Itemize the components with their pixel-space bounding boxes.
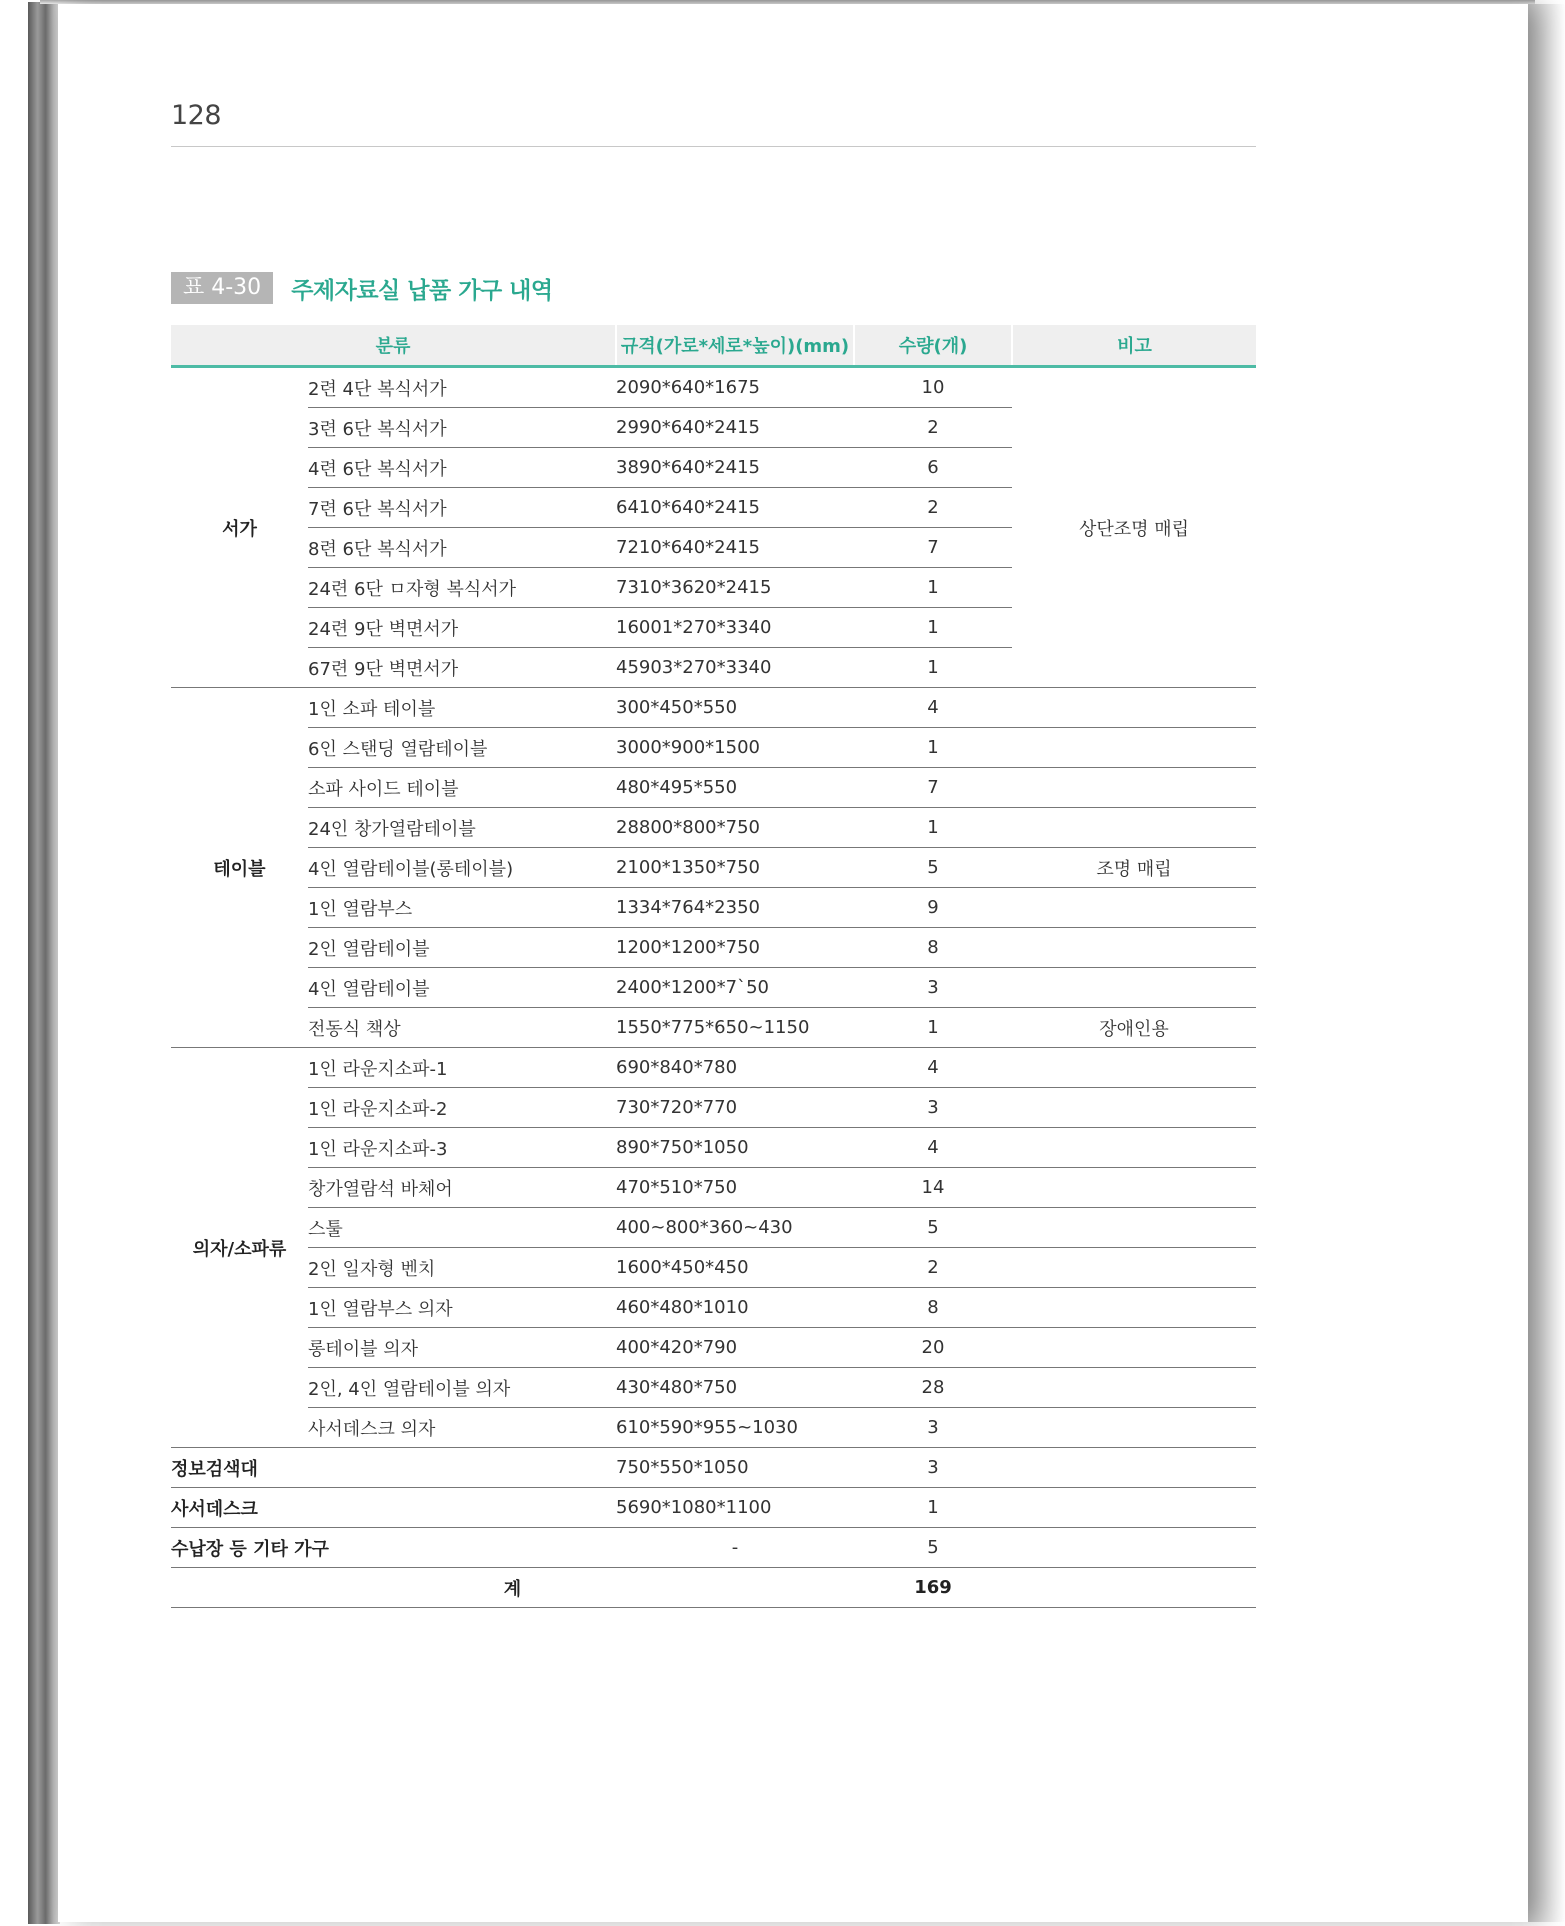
item-name-cell: 24련 6단 ㅁ자형 복식서가	[308, 568, 616, 608]
note-cell	[1012, 1488, 1256, 1528]
note-cell	[1012, 728, 1256, 768]
spec-cell: 3000*900*1500	[616, 728, 854, 768]
furniture-table	[171, 325, 1256, 1608]
qty-cell: 3	[854, 1408, 1012, 1448]
category-cell: 사서데스크	[171, 1488, 616, 1528]
item-name-cell: 전동식 책상	[308, 1008, 616, 1048]
qty-cell: 1	[854, 608, 1012, 648]
table-row	[171, 848, 1256, 888]
note-cell: 장애인용	[1012, 1008, 1256, 1048]
spec-cell: 480*495*550	[616, 768, 854, 808]
table-row	[171, 1448, 1256, 1488]
note-cell	[1012, 808, 1256, 848]
header-rule	[171, 146, 1256, 147]
header-qty: 수량(개)	[854, 325, 1012, 367]
table-row	[171, 1488, 1256, 1528]
total-qty: 169	[854, 1568, 1012, 1608]
category-cell: 수납장 등 기타 가구	[171, 1528, 616, 1568]
spec-cell: 7210*640*2415	[616, 528, 854, 568]
item-name-cell: 1인 열람부스	[308, 888, 616, 928]
qty-cell: 8	[854, 1288, 1012, 1328]
item-name-cell: 1인 열람부스 의자	[308, 1288, 616, 1328]
item-name-cell: 8련 6단 복식서가	[308, 528, 616, 568]
total-row	[171, 1568, 1256, 1608]
note-cell: 조명 매립	[1012, 848, 1256, 888]
table-row	[171, 768, 1256, 808]
table-header-row	[171, 325, 1256, 367]
table-row	[171, 1248, 1256, 1288]
note-cell: 상단조명 매립	[1012, 367, 1256, 688]
spec-cell: 1200*1200*750	[616, 928, 854, 968]
book-edge	[28, 2, 60, 1924]
note-cell	[1012, 688, 1256, 728]
item-name-cell: 24인 창가열람테이블	[308, 808, 616, 848]
table-row	[171, 367, 1256, 408]
spec-cell: 890*750*1050	[616, 1128, 854, 1168]
spec-cell: 460*480*1010	[616, 1288, 854, 1328]
spec-cell: 2990*640*2415	[616, 408, 854, 448]
note-cell	[1012, 1048, 1256, 1088]
item-name-cell: 사서데스크 의자	[308, 1408, 616, 1448]
spec-cell: 3890*640*2415	[616, 448, 854, 488]
qty-cell: 20	[854, 1328, 1012, 1368]
total-note-cell	[1012, 1568, 1256, 1608]
table-row	[171, 1288, 1256, 1328]
spec-cell: 1334*764*2350	[616, 888, 854, 928]
total-label: 계	[171, 1568, 854, 1608]
spec-cell: 610*590*955~1030	[616, 1408, 854, 1448]
item-name-cell: 2인 일자형 벤치	[308, 1248, 616, 1288]
qty-cell: 1	[854, 728, 1012, 768]
header-category: 분류	[171, 325, 616, 367]
item-name-cell: 1인 소파 테이블	[308, 688, 616, 728]
category-cell: 테이블	[171, 688, 308, 1048]
table-row	[171, 1368, 1256, 1408]
spec-cell: 7310*3620*2415	[616, 568, 854, 608]
table-row	[171, 1208, 1256, 1248]
spec-cell: 45903*270*3340	[616, 648, 854, 688]
spec-cell: 1600*450*450	[616, 1248, 854, 1288]
category-cell: 서가	[171, 367, 308, 688]
spec-cell: 2090*640*1675	[616, 367, 854, 408]
spec-cell: 2400*1200*7`50	[616, 968, 854, 1008]
qty-cell: 1	[854, 648, 1012, 688]
page-number: 128	[171, 100, 222, 131]
note-cell	[1012, 1528, 1256, 1568]
table-number-badge: 표 4-30	[171, 272, 273, 304]
qty-cell: 2	[854, 488, 1012, 528]
note-cell	[1012, 1248, 1256, 1288]
table-row	[171, 928, 1256, 968]
header-spec: 규격(가로*세로*높이)(mm)	[616, 325, 854, 367]
page-shadow	[1528, 4, 1565, 1922]
item-name-cell: 67련 9단 벽면서가	[308, 648, 616, 688]
note-cell	[1012, 1208, 1256, 1248]
table-row	[171, 1528, 1256, 1568]
qty-cell: 3	[854, 968, 1012, 1008]
item-name-cell: 4인 열람테이블(롱테이블)	[308, 848, 616, 888]
spec-cell: 1550*775*650~1150	[616, 1008, 854, 1048]
qty-cell: 2	[854, 408, 1012, 448]
header-note: 비고	[1012, 325, 1256, 367]
qty-cell: 2	[854, 1248, 1012, 1288]
item-name-cell: 1인 라운지소파-1	[308, 1048, 616, 1088]
spec-cell: 300*450*550	[616, 688, 854, 728]
note-cell	[1012, 1328, 1256, 1368]
item-name-cell: 스툴	[308, 1208, 616, 1248]
note-cell	[1012, 968, 1256, 1008]
note-cell	[1012, 768, 1256, 808]
table-row	[171, 1328, 1256, 1368]
spec-cell: -	[616, 1528, 854, 1568]
note-cell	[1012, 1408, 1256, 1448]
qty-cell: 4	[854, 1048, 1012, 1088]
qty-cell: 7	[854, 528, 1012, 568]
note-cell	[1012, 1288, 1256, 1328]
item-name-cell: 6인 스탠딩 열람테이블	[308, 728, 616, 768]
spec-cell: 400~800*360~430	[616, 1208, 854, 1248]
note-cell	[1012, 1448, 1256, 1488]
qty-cell: 9	[854, 888, 1012, 928]
spec-cell: 16001*270*3340	[616, 608, 854, 648]
table-row	[171, 1408, 1256, 1448]
table-row	[171, 1048, 1256, 1088]
item-name-cell: 롱테이블 의자	[308, 1328, 616, 1368]
qty-cell: 7	[854, 768, 1012, 808]
qty-cell: 4	[854, 1128, 1012, 1168]
item-name-cell: 창가열람석 바체어	[308, 1168, 616, 1208]
item-name-cell: 4련 6단 복식서가	[308, 448, 616, 488]
qty-cell: 8	[854, 928, 1012, 968]
note-cell	[1012, 928, 1256, 968]
note-cell	[1012, 1128, 1256, 1168]
table-row	[171, 1128, 1256, 1168]
table-row	[171, 728, 1256, 768]
qty-cell: 1	[854, 1488, 1012, 1528]
item-name-cell: 1인 라운지소파-3	[308, 1128, 616, 1168]
qty-cell: 3	[854, 1088, 1012, 1128]
table-row	[171, 688, 1256, 728]
qty-cell: 1	[854, 808, 1012, 848]
qty-cell: 1	[854, 568, 1012, 608]
spec-cell: 730*720*770	[616, 1088, 854, 1128]
qty-cell: 3	[854, 1448, 1012, 1488]
category-cell: 의자/소파류	[171, 1048, 308, 1448]
qty-cell: 10	[854, 367, 1012, 408]
table-row	[171, 808, 1256, 848]
note-cell	[1012, 1368, 1256, 1408]
qty-cell: 4	[854, 688, 1012, 728]
table-title: 주제자료실 납품 가구 내역	[291, 277, 553, 304]
qty-cell: 14	[854, 1168, 1012, 1208]
item-name-cell: 2인 열람테이블	[308, 928, 616, 968]
qty-cell: 28	[854, 1368, 1012, 1408]
item-name-cell: 4인 열람테이블	[308, 968, 616, 1008]
item-name-cell: 2인, 4인 열람테이블 의자	[308, 1368, 616, 1408]
item-name-cell: 24련 9단 벽면서가	[308, 608, 616, 648]
note-cell	[1012, 1168, 1256, 1208]
spec-cell: 430*480*750	[616, 1368, 854, 1408]
spec-cell: 2100*1350*750	[616, 848, 854, 888]
table-row	[171, 1008, 1256, 1048]
table-row	[171, 1168, 1256, 1208]
qty-cell: 6	[854, 448, 1012, 488]
item-name-cell: 3련 6단 복식서가	[308, 408, 616, 448]
item-name-cell: 7련 6단 복식서가	[308, 488, 616, 528]
spec-cell: 5690*1080*1100	[616, 1488, 854, 1528]
item-name-cell: 1인 라운지소파-2	[308, 1088, 616, 1128]
spec-cell: 6410*640*2415	[616, 488, 854, 528]
note-cell	[1012, 888, 1256, 928]
table-body	[171, 367, 1256, 1608]
table-row	[171, 968, 1256, 1008]
spec-cell: 400*420*790	[616, 1328, 854, 1368]
note-cell	[1012, 1088, 1256, 1128]
table-caption	[171, 272, 553, 304]
category-cell: 정보검색대	[171, 1448, 616, 1488]
spec-cell: 470*510*750	[616, 1168, 854, 1208]
qty-cell: 5	[854, 848, 1012, 888]
spec-cell: 750*550*1050	[616, 1448, 854, 1488]
item-name-cell: 2련 4단 복식서가	[308, 367, 616, 408]
item-name-cell: 소파 사이드 테이블	[308, 768, 616, 808]
table-row	[171, 1088, 1256, 1128]
qty-cell: 5	[854, 1528, 1012, 1568]
qty-cell: 5	[854, 1208, 1012, 1248]
spec-cell: 28800*800*750	[616, 808, 854, 848]
spec-cell: 690*840*780	[616, 1048, 854, 1088]
table-row	[171, 888, 1256, 928]
qty-cell: 1	[854, 1008, 1012, 1048]
